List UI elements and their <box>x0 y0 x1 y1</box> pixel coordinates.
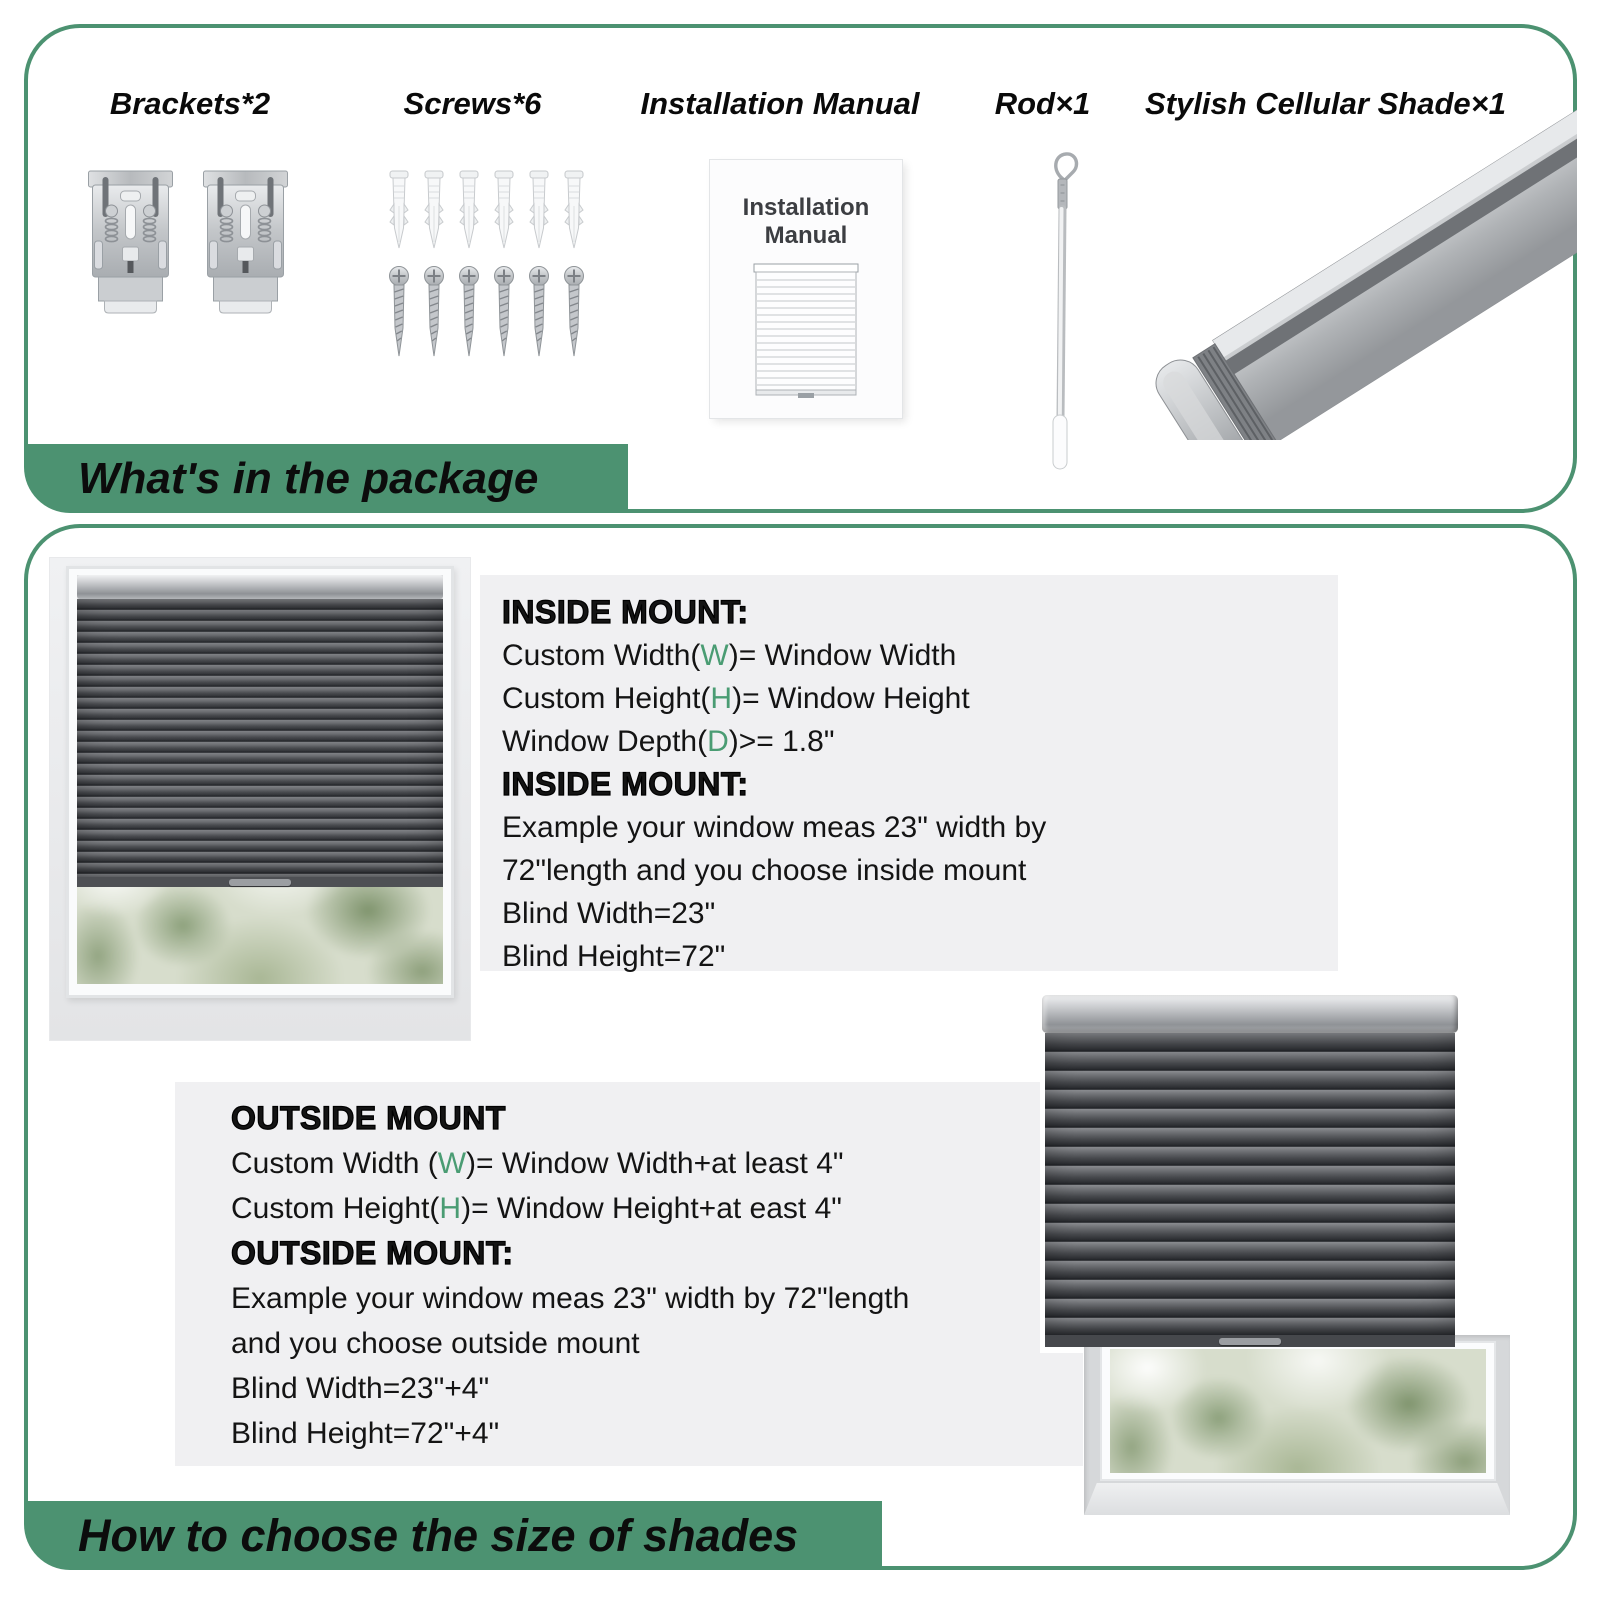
inside-example-line-1: Example your window meas 23" width by <box>502 811 1047 844</box>
manual-label: Installation Manual <box>640 86 920 121</box>
cellular-shade <box>1042 995 1458 1347</box>
shade-headrail <box>77 575 443 599</box>
window-opening <box>1100 1341 1496 1481</box>
outside-width-line: Custom Width (W)= Window Width+at least 4" <box>231 1147 844 1180</box>
window-glass <box>1110 1349 1486 1473</box>
bracket-icon <box>198 165 293 317</box>
inside-example-line-2: 72"length and you choose inside mount <box>502 854 1027 887</box>
trees-view <box>1110 1349 1486 1473</box>
window-sill <box>1084 1483 1510 1515</box>
outside-blind-width: Blind Width=23"+4" <box>231 1372 490 1405</box>
inside-height-line: Custom Height(H)= Window Height <box>502 682 970 715</box>
cellular-shade <box>77 575 443 887</box>
sizing-banner-text: How to choose the size of shades <box>78 1509 799 1561</box>
rod-icon <box>1030 145 1092 475</box>
rod-label: Rod×1 <box>994 86 1091 121</box>
wall-anchor-icon <box>560 170 588 254</box>
outside-blind-height: Blind Height=72"+4" <box>231 1417 500 1450</box>
inside-heading-1: INSIDE MOUNT: <box>502 594 749 630</box>
height-letter: H <box>710 682 733 715</box>
inside-width-line: Custom Width(W)= Window Width <box>502 639 957 672</box>
window-opening <box>77 575 443 984</box>
outside-heading-1: OUTSIDE MOUNT <box>231 1100 506 1136</box>
height-letter: H <box>439 1192 462 1225</box>
package-banner <box>24 444 628 513</box>
manual-title-line1: Installation <box>742 194 870 221</box>
wall-anchor-icon <box>490 170 518 254</box>
depth-letter: D <box>707 725 729 758</box>
width-letter: W <box>700 639 729 672</box>
screw-icon <box>561 266 587 362</box>
shade-pleats <box>1045 1033 1455 1335</box>
shade-bottom-rail <box>1045 1335 1455 1347</box>
outside-example-line-1: Example your window meas 23" width by 72"length <box>231 1282 910 1315</box>
wall-anchor-icon <box>385 170 413 254</box>
inside-heading-2: INSIDE MOUNT: <box>502 766 749 802</box>
shade-handle <box>1219 1338 1281 1345</box>
screw-icon <box>526 266 552 362</box>
shade-label: Stylish Cellular Shade×1 <box>1145 86 1506 121</box>
outside-mount-panel <box>175 1082 1083 1466</box>
bracket-icon <box>83 165 178 317</box>
screw-icon <box>421 266 447 362</box>
screw-icon <box>386 266 412 362</box>
wall-anchor-icon <box>420 170 448 254</box>
wall-anchor-icon <box>455 170 483 254</box>
screw-icon <box>491 266 517 362</box>
screw-icon <box>456 266 482 362</box>
screws-label: Screws*6 <box>403 86 542 121</box>
inside-blind-height: Blind Height=72" <box>502 940 726 973</box>
brackets-label: Brackets*2 <box>109 86 271 121</box>
window-frame <box>1084 1335 1510 1515</box>
shade-headrail <box>1042 995 1458 1033</box>
wall-anchor-icon <box>525 170 553 254</box>
outside-example-line-2: and you choose outside mount <box>231 1327 640 1360</box>
manual-icon <box>710 160 902 418</box>
width-letter: W <box>437 1147 467 1180</box>
outside-heading-2: OUTSIDE MOUNT: <box>231 1235 514 1271</box>
package-banner-text: What's in the package <box>78 453 539 503</box>
sizing-banner <box>24 1501 882 1570</box>
inside-mount-photo <box>50 558 470 1040</box>
manual-title-line2: Manual <box>764 222 848 249</box>
manual-shade-drawing <box>746 260 866 405</box>
outside-mount-photo <box>1040 985 1510 1530</box>
shade-pleats <box>77 599 443 877</box>
shade-handle <box>229 879 291 886</box>
inside-mount-panel <box>480 575 1338 971</box>
inside-blind-width: Blind Width=23" <box>502 897 716 930</box>
cellular-shade-headrail-icon <box>1090 100 1577 440</box>
inside-depth-line: Window Depth(D)>= 1.8" <box>502 725 835 758</box>
outside-height-line: Custom Height(H)= Window Height+at east 4" <box>231 1192 842 1225</box>
shade-bottom-rail <box>77 877 443 887</box>
window-frame <box>66 566 454 998</box>
